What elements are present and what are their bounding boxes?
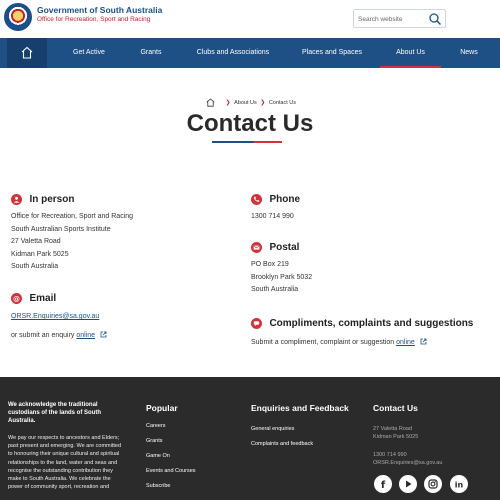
home-icon (21, 46, 33, 59)
nav-item-clubs-and-associations[interactable]: Clubs and Associations (196, 49, 270, 56)
feedback-title: Compliments, complaints and suggestions (269, 318, 474, 330)
postal-section (251, 239, 312, 297)
title-underline (212, 141, 282, 143)
site-header (0, 0, 500, 38)
search-input[interactable] (358, 13, 428, 25)
external-link-icon (420, 338, 427, 345)
phone-title: Phone (269, 194, 301, 206)
footer-popular-heading: Popular (146, 403, 178, 413)
postal-line: South Australia (251, 286, 299, 294)
nav-item-places-and-spaces[interactable]: Places and Spaces (302, 49, 362, 56)
phone-icon (251, 194, 262, 205)
external-link-icon (100, 331, 107, 338)
site-logo[interactable] (37, 5, 162, 25)
linkedin-icon[interactable] (450, 475, 468, 493)
email-title: Email (29, 293, 57, 305)
footer-address-line: Kidman Park 5025 (373, 434, 419, 440)
main-navigation (0, 38, 500, 68)
breadcrumb-home-icon[interactable] (206, 98, 215, 107)
feedback-text: Submit a compliment, complaint or suggestion (251, 339, 395, 346)
footer-contact-heading: Contact Us (373, 403, 418, 413)
page-title: Contact Us (186, 110, 314, 137)
footer-link-careers[interactable]: Careers (146, 423, 166, 429)
postal-line: Brooklyn Park 5032 (251, 273, 313, 281)
in-person-section (11, 191, 133, 274)
phone-number[interactable]: 1300 714 990 (251, 213, 294, 220)
address-line: Office for Recreation, Sport and Racing (11, 213, 134, 220)
footer-email[interactable]: ORSR.Enquiries@sa.gov.au (373, 460, 443, 466)
instagram-icon[interactable] (424, 475, 442, 493)
footer-link-grants[interactable]: Grants (146, 438, 163, 444)
svg-text:in: in (454, 480, 464, 489)
footer-enquiries-heading: Enquiries and Feedback (251, 403, 349, 413)
breadcrumb-about-us[interactable]: About Us (234, 99, 257, 106)
phone-section (251, 191, 300, 224)
footer-link-complaints-and-feedback[interactable]: Complaints and feedback (251, 441, 314, 447)
acknowledgement-text: We pay our respects to ancestors and Elders; past present and emerging. We are committed to honouring their unique cultural and spiritual relationships to the land, water and seas and recognise the outstanding contribution they make to South Australia. We celebrate the power of community sport, recreation and (8, 435, 122, 491)
nav-item-grants[interactable]: Grants (140, 49, 162, 56)
footer-link-events-and-courses[interactable]: Events and Courses (146, 468, 196, 474)
feedback-online-link[interactable]: online (396, 339, 415, 346)
nav-item-about-us[interactable]: About Us (396, 49, 425, 56)
feedback-section (251, 315, 473, 350)
breadcrumb (206, 98, 296, 108)
breadcrumb-contact-us: Contact Us (268, 99, 297, 106)
email-link[interactable]: ORSR.Enquiries@sa.gov.au (11, 313, 100, 320)
speech-bubble-icon (251, 318, 262, 329)
active-nav-indicator (380, 66, 441, 68)
search-box (353, 9, 446, 28)
facebook-icon[interactable] (374, 475, 392, 493)
acknowledgement-title: We acknowledge the traditional custodians of the lands of South Australia. (8, 402, 101, 424)
breadcrumb-separator: ❯ (225, 100, 231, 106)
address-line: South Australia (11, 263, 59, 271)
address-line: Kidman Park 5025 (11, 250, 69, 258)
enquiry-online-link[interactable]: online (76, 331, 96, 339)
office-name: Office for Recreation, Sport and Racing (37, 16, 151, 23)
address-line: 27 Valetta Road (11, 238, 61, 246)
in-person-title: In person (29, 194, 75, 206)
postal-title: Postal (269, 242, 300, 254)
svg-text:@: @ (13, 295, 20, 303)
address-line: South Australian Sports Institute (11, 225, 111, 233)
footer-phone[interactable]: 1300 714 990 (373, 452, 407, 458)
breadcrumb-separator: ❯ (260, 100, 266, 106)
nav-item-get-active[interactable]: Get Active (73, 49, 105, 56)
envelope-icon (251, 242, 262, 253)
postal-line: PO Box 219 (251, 261, 289, 268)
svg-text:f: f (380, 480, 386, 489)
at-sign-icon (11, 293, 22, 304)
footer-link-general-enquiries[interactable]: General enquiries (251, 426, 295, 432)
government-name: Government of South Australia (37, 5, 163, 15)
footer-link-game-on[interactable]: Game On (146, 453, 170, 459)
footer-address-line: 27 Valetta Road (373, 426, 413, 432)
nav-home[interactable] (7, 38, 47, 68)
person-icon (11, 194, 22, 205)
nav-item-news[interactable]: News (460, 49, 478, 56)
footer-link-subscribe[interactable]: Subscribe (146, 483, 171, 489)
search-icon[interactable] (428, 12, 442, 26)
government-crest-logo[interactable] (4, 3, 32, 31)
enquiry-text: or submit an enquiry (11, 331, 75, 339)
email-section (11, 290, 107, 342)
youtube-icon[interactable] (399, 475, 417, 493)
